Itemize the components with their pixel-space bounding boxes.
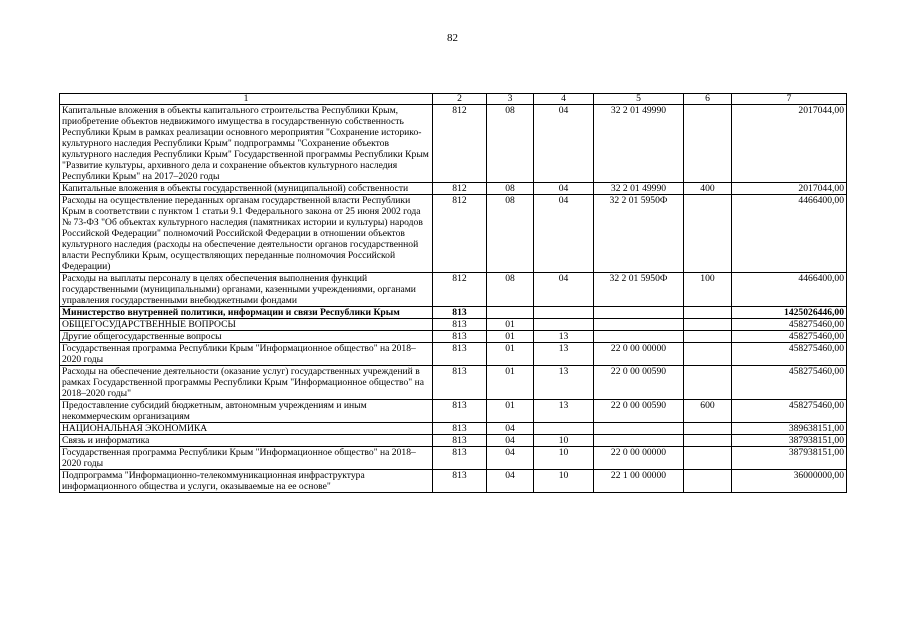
row-amount: 458275460,00 bbox=[732, 400, 847, 423]
row-amount: 458275460,00 bbox=[732, 331, 847, 343]
row-expense-type bbox=[684, 105, 732, 183]
table-row bbox=[60, 195, 847, 273]
row-name: НАЦИОНАЛЬНАЯ ЭКОНОМИКА bbox=[60, 423, 433, 435]
row-expense-type: 100 bbox=[684, 273, 732, 307]
row-target-article: 32 2 01 5950Ф bbox=[594, 273, 684, 307]
table-row bbox=[60, 470, 847, 493]
row-expense-type bbox=[684, 319, 732, 331]
row-grbs-code: 813 bbox=[433, 319, 487, 331]
row-subsection-code: 04 bbox=[534, 273, 594, 307]
row-amount: 389638151,00 bbox=[732, 423, 847, 435]
row-subsection-code: 10 bbox=[534, 470, 594, 493]
table-row bbox=[60, 366, 847, 400]
row-section-code: 04 bbox=[487, 435, 534, 447]
row-target-article: 22 0 00 00000 bbox=[594, 343, 684, 366]
row-grbs-code: 813 bbox=[433, 423, 487, 435]
row-amount: 1425026446,00 bbox=[732, 307, 847, 319]
row-target-article bbox=[594, 423, 684, 435]
row-expense-type bbox=[684, 307, 732, 319]
row-subsection-code: 13 bbox=[534, 400, 594, 423]
row-name: Государственная программа Республики Крым "Информационное общество" на 2018–2020 годы bbox=[60, 447, 433, 470]
table-row bbox=[60, 447, 847, 470]
row-name: Капитальные вложения в объекты государственной (муниципальной) собственности bbox=[60, 183, 433, 195]
row-grbs-code: 813 bbox=[433, 331, 487, 343]
row-section-code: 04 bbox=[487, 447, 534, 470]
row-expense-type bbox=[684, 423, 732, 435]
row-target-article bbox=[594, 307, 684, 319]
column-header-6: 6 bbox=[684, 94, 732, 105]
row-expense-type bbox=[684, 435, 732, 447]
row-amount: 387938151,00 bbox=[732, 447, 847, 470]
row-name: Расходы на осуществление переданных органам государственной власти Республики Крым в соответствии с пунктом 1 статьи 9.1 Федерального закона от 25 июня 2002 года № 73-ФЗ "Об объектах культурного наследия (памятниках истории и культуры) народов Российской Федерации" полномочий Российской Федерации в отношении объектов культурного наследия (расходы на обеспечение деятельности органов государственной власти Республики Крым, осуществляющих переданные полномочия Российской Федерации) bbox=[60, 195, 433, 273]
row-name: Связь и информатика bbox=[60, 435, 433, 447]
row-amount: 4466400,00 bbox=[732, 273, 847, 307]
row-amount: 458275460,00 bbox=[732, 343, 847, 366]
row-name: Предоставление субсидий бюджетным, автономным учреждениям и иным некоммерческим организациям bbox=[60, 400, 433, 423]
row-name: Государственная программа Республики Крым "Информационное общество" на 2018–2020 годы bbox=[60, 343, 433, 366]
column-header-5: 5 bbox=[594, 94, 684, 105]
row-subsection-code bbox=[534, 423, 594, 435]
table-row bbox=[60, 273, 847, 307]
row-target-article: 32 2 01 5950Ф bbox=[594, 195, 684, 273]
row-grbs-code: 812 bbox=[433, 183, 487, 195]
row-expense-type: 400 bbox=[684, 183, 732, 195]
row-name: ОБЩЕГОСУДАРСТВЕННЫЕ ВОПРОСЫ bbox=[60, 319, 433, 331]
table-row bbox=[60, 105, 847, 183]
table-row bbox=[60, 343, 847, 366]
column-header-7: 7 bbox=[732, 94, 847, 105]
table-row bbox=[60, 307, 847, 319]
row-section-code: 04 bbox=[487, 423, 534, 435]
row-grbs-code: 813 bbox=[433, 470, 487, 493]
row-target-article: 32 2 01 49990 bbox=[594, 105, 684, 183]
budget-table bbox=[59, 93, 847, 493]
row-grbs-code: 812 bbox=[433, 195, 487, 273]
table-header-row bbox=[60, 94, 847, 105]
row-subsection-code: 13 bbox=[534, 366, 594, 400]
table-row bbox=[60, 435, 847, 447]
row-grbs-code: 813 bbox=[433, 435, 487, 447]
row-target-article bbox=[594, 435, 684, 447]
row-amount: 2017044,00 bbox=[732, 183, 847, 195]
row-target-article: 22 1 00 00000 bbox=[594, 470, 684, 493]
row-name: Подпрограмма "Информационно-телекоммуникационная инфраструктура информационного общества и услуги, оказываемые на ее основе" bbox=[60, 470, 433, 493]
row-target-article: 32 2 01 49990 bbox=[594, 183, 684, 195]
table-row bbox=[60, 319, 847, 331]
row-section-code: 08 bbox=[487, 105, 534, 183]
row-target-article: 22 0 00 00590 bbox=[594, 400, 684, 423]
table-row bbox=[60, 331, 847, 343]
row-amount: 387938151,00 bbox=[732, 435, 847, 447]
column-header-2: 2 bbox=[433, 94, 487, 105]
row-section-code: 01 bbox=[487, 331, 534, 343]
row-expense-type bbox=[684, 195, 732, 273]
row-grbs-code: 813 bbox=[433, 366, 487, 400]
row-expense-type bbox=[684, 447, 732, 470]
row-name: Расходы на обеспечение деятельности (оказание услуг) государственных учреждений в рамках Государственной программы Республики Крым "Информационное общество" на 2018–2020 годы" bbox=[60, 366, 433, 400]
row-subsection-code: 04 bbox=[534, 105, 594, 183]
row-section-code: 04 bbox=[487, 470, 534, 493]
row-grbs-code: 813 bbox=[433, 307, 487, 319]
row-subsection-code: 10 bbox=[534, 447, 594, 470]
row-name: Расходы на выплаты персоналу в целях обеспечения выполнения функций государственными (муниципальными) органами, казенными учреждениями, органами управления государственными внебюджетными фондами bbox=[60, 273, 433, 307]
table-row bbox=[60, 400, 847, 423]
row-amount: 36000000,00 bbox=[732, 470, 847, 493]
row-expense-type bbox=[684, 343, 732, 366]
row-subsection-code bbox=[534, 307, 594, 319]
column-header-3: 3 bbox=[487, 94, 534, 105]
row-expense-type bbox=[684, 366, 732, 400]
row-amount: 2017044,00 bbox=[732, 105, 847, 183]
row-name: Министерство внутренней политики, информации и связи Республики Крым bbox=[60, 307, 433, 319]
row-expense-type bbox=[684, 470, 732, 493]
row-grbs-code: 813 bbox=[433, 343, 487, 366]
column-header-1: 1 bbox=[60, 94, 433, 105]
row-section-code: 01 bbox=[487, 319, 534, 331]
row-section-code: 01 bbox=[487, 400, 534, 423]
row-amount: 458275460,00 bbox=[732, 319, 847, 331]
row-amount: 458275460,00 bbox=[732, 366, 847, 400]
row-grbs-code: 812 bbox=[433, 273, 487, 307]
row-section-code: 01 bbox=[487, 343, 534, 366]
row-section-code bbox=[487, 307, 534, 319]
row-subsection-code: 13 bbox=[534, 331, 594, 343]
row-section-code: 08 bbox=[487, 195, 534, 273]
row-expense-type: 600 bbox=[684, 400, 732, 423]
page-number: 82 bbox=[447, 32, 458, 44]
row-target-article bbox=[594, 319, 684, 331]
row-expense-type bbox=[684, 331, 732, 343]
row-subsection-code: 13 bbox=[534, 343, 594, 366]
row-subsection-code: 10 bbox=[534, 435, 594, 447]
row-section-code: 01 bbox=[487, 366, 534, 400]
row-target-article bbox=[594, 331, 684, 343]
row-target-article: 22 0 00 00000 bbox=[594, 447, 684, 470]
row-subsection-code: 04 bbox=[534, 195, 594, 273]
row-grbs-code: 812 bbox=[433, 105, 487, 183]
table-row bbox=[60, 423, 847, 435]
column-header-4: 4 bbox=[534, 94, 594, 105]
row-section-code: 08 bbox=[487, 183, 534, 195]
row-grbs-code: 813 bbox=[433, 447, 487, 470]
row-subsection-code: 04 bbox=[534, 183, 594, 195]
row-target-article: 22 0 00 00590 bbox=[594, 366, 684, 400]
row-subsection-code bbox=[534, 319, 594, 331]
row-section-code: 08 bbox=[487, 273, 534, 307]
table-row bbox=[60, 183, 847, 195]
row-name: Другие общегосударственные вопросы bbox=[60, 331, 433, 343]
row-name: Капитальные вложения в объекты капитального строительства Республики Крым, приобретение объектов недвижимого имущества в государственную собственность Республики Крым в рамках реализации основного мероприятия "Сохранение историко-культурного наследия Республики Крым" подпрограммы "Сохранение объектов культурного наследия Республики Крым" Государственной программы Республики Крым "Развитие культуры, архивного дела и сохранение объектов культурного наследия Республики Крым" на 2017–2020 годы bbox=[60, 105, 433, 183]
row-grbs-code: 813 bbox=[433, 400, 487, 423]
row-amount: 4466400,00 bbox=[732, 195, 847, 273]
